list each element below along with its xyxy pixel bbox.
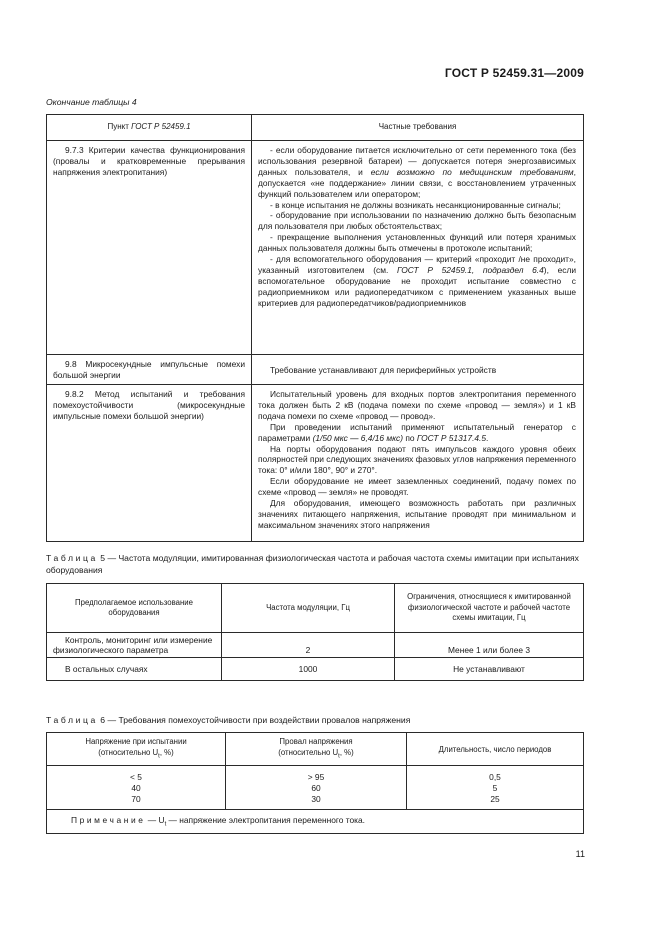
column-header: Провал напряжения (относительно $U_t$, %) <box>226 733 407 766</box>
table4-caption: Окончание таблицы 4 <box>46 97 137 107</box>
clause-cell: 9.7.3 Критерии качества функционирования (провалы и кратковременные прерывания напряжения электропитания) <box>47 141 252 355</box>
page-number: 11 <box>575 849 585 859</box>
requirement-cell: Испытательный уровень для входных портов электропитания переменного тока должен быть 2 кВ (подача помехи по схеме «провод — земля») и 1 кВ подача помехи по схеме «провод — провод». При проведении испытаний применяют испытательный генератор с параметрами (1/50 мкс — 6,4/16 мкс) по ГОСТ Р 51317.4.5. На порты оборудования подают пять импульсов каждого уровня обеих полярностей при следующих значениях фазовых углов напряжения переменного тока: 0° и/или 180°, 90° и 270°. Если оборудование не имеет заземленных соединений, подачу помех по схеме «провод — земля» не проводят. Для оборудования, имеющего возможность работать при различных значениях питающего напряжения, испытание проводят при минимальном и максимальном значениях этого напряжения <box>252 385 584 542</box>
column-header: Частота модуляции, Гц <box>222 584 395 633</box>
table-cell: Менее 1 или более 3 <box>395 633 584 658</box>
table-row <box>47 766 584 810</box>
table-4 <box>46 114 584 542</box>
table-cell: 2 <box>222 633 395 658</box>
table-cell: < 5 40 70 <box>47 766 226 810</box>
table-5 <box>46 583 584 681</box>
table-header-row <box>47 584 584 633</box>
table-6 <box>46 732 584 834</box>
table-header-row <box>47 733 584 766</box>
table-cell: 0,5 5 25 <box>407 766 584 810</box>
column-header: Предполагаемое использование оборудования <box>47 584 222 633</box>
table-note-row <box>47 810 584 834</box>
column-header: Напряжение при испытании (относительно $U_t$, %) <box>47 733 226 766</box>
table-row <box>47 385 584 542</box>
table-row <box>47 658 584 681</box>
table-cell: > 95 60 30 <box>226 766 407 810</box>
column-header: Ограничения, относящиеся к имитированной физиологической частоте и рабочей частоте схемы имитации, Гц <box>395 584 584 633</box>
table-cell: Контроль, мониторинг или измерение физиологического параметра <box>47 633 222 658</box>
requirement-cell: - если оборудование питается исключительно от сети переменного тока (без использования резервной батареи) — допускается потеря энергозависимых данных пользователя, и если возможно по медицинским требованиям, допускается «не поддержание» линии связи, с восстановлением утраченных функций пользователем или оператором; - в конце испытания не должны возникать несанкционированные сигналы; - оборудование при использовании по назначению должно быть безопасным для пользователя при любых обстоятельствах; - прекращение выполнения установленных функций или потеря хранимых данных пользователя должны быть отмечены в протоколе испытаний; - для вспомогательного оборудования — критерий «проходит /не проходит», указанный изготовителем (см. ГОСТ Р 52459.1, подраздел 6.4), если вспомогательное оборудование не проходит испытание совместно с радиоприемником или радиопередатчиком с применением указанных выше критериев для радиопередатчиков/радиоприемников <box>252 141 584 355</box>
table-header-row <box>47 115 584 141</box>
requirement-cell: Требование устанавливают для периферийных устройств <box>252 355 584 385</box>
table-row <box>47 141 584 355</box>
table-cell: 1000 <box>222 658 395 681</box>
table-row <box>47 355 584 385</box>
table-cell: Не устанавливают <box>395 658 584 681</box>
table-cell: В остальных случаях <box>47 658 222 681</box>
table6-caption: Таблица 6 — Требования помехоустойчивости при воздействии провалов напряжения <box>46 715 411 725</box>
clause-cell: 9.8 Микросекундные импульсные помехи большой энергии <box>47 355 252 385</box>
column-header: Длительность, число периодов <box>407 733 584 766</box>
standard-code: ГОСТ Р 52459.31—2009 <box>444 66 584 80</box>
table-row <box>47 633 584 658</box>
table-note: Примечание — $U_t$ — напряжение электропитания переменного тока. <box>47 810 584 834</box>
clause-cell: 9.8.2 Метод испытаний и требования помехоустойчивости (микросекундные импульсные помехи большой энергии) <box>47 385 252 542</box>
col1-header: Пункт ГОСТ Р 52459.1 <box>47 115 252 141</box>
col2-header: Частные требования <box>252 115 584 141</box>
table5-caption: Таблица 5 — Частота модуляции, имитированная физиологическая частота и рабочая частота схемы имитации при испытаниях оборудования <box>46 553 579 575</box>
